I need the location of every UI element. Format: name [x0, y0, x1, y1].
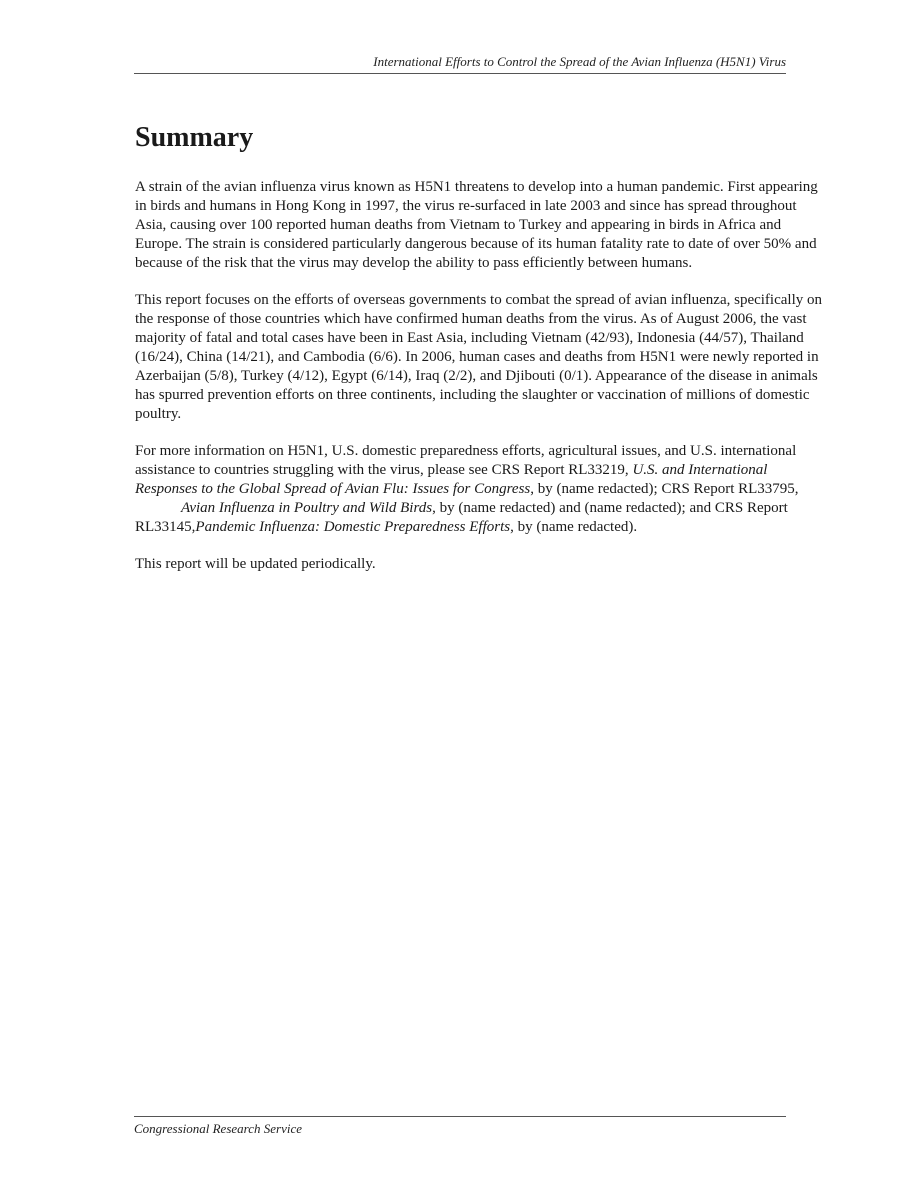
- paragraph-overview: A strain of the avian influenza virus known as H5N1 threatens to develop into a human pandemic. First appearing in birds and humans in Hong Kong in 1997, the virus re-surfaced in late 2003 and since has spread throughout Asia, causing over 100 reported human deaths from Vietnam to Turkey and appearing in birds in Africa and Europe. The strain is considered particularly dangerous because of its human fatality rate to date of over 50% and because of the risk that the virus may develop the ability to pass efficiently between humans.: [135, 179, 818, 271]
- more-info-text-2: , by (name redacted); CRS Report RL33795,: [530, 481, 799, 497]
- more-info-text-1: For more information on H5N1, U.S. domestic preparedness efforts, agricultural issues, and U.S. international assistance to countries struggling with the virus, please see CRS Report RL33219,: [135, 443, 797, 478]
- report-title-rl33145: Pandemic Influenza: Domestic Preparedness Efforts: [195, 519, 511, 535]
- report-title-rl33219: U.S. and International Responses to the Global Spread of Avian Flu: Issues for Congress: [135, 462, 768, 497]
- more-info-text-3: , by (name redacted) and (name redacted); and CRS Report RL33145,: [135, 500, 788, 535]
- page-title: Summary: [135, 122, 254, 153]
- paragraph-update-note: This report will be updated periodically.: [135, 556, 376, 572]
- paragraph-more-information: [135, 442, 825, 537]
- paragraph-report-focus: This report focuses on the efforts of overseas governments to combat the spread of avian influenza, specifically on the response of those countries which have confirmed human deaths from the virus. As of August 2006, the vast majority of fatal and total cases have been in East Asia, including Vietnam (42/93), Indonesia (44/57), Thailand (16/24), China (14/21), and Cambodia (6/6). In 2006, human cases and deaths from H5N1 were newly reported in Azerbaijan (5/8), Turkey (4/12), Egypt (6/14), Iraq (2/2), and Djibouti (0/1). Appearance of the disease in animals has spurred prevention efforts on three continents, including the slaughter or vaccination of millions of domestic poultry.: [135, 292, 822, 422]
- running-header: International Efforts to Control the Spread of the Avian Influenza (H5N1) Virus: [134, 54, 786, 74]
- report-title-rl33795: Avian Influenza in Poultry and Wild Birds: [181, 500, 433, 516]
- running-footer: Congressional Research Service: [134, 1116, 786, 1137]
- more-info-text-4: , by (name redacted).: [510, 519, 638, 535]
- summary-body: [135, 178, 825, 592]
